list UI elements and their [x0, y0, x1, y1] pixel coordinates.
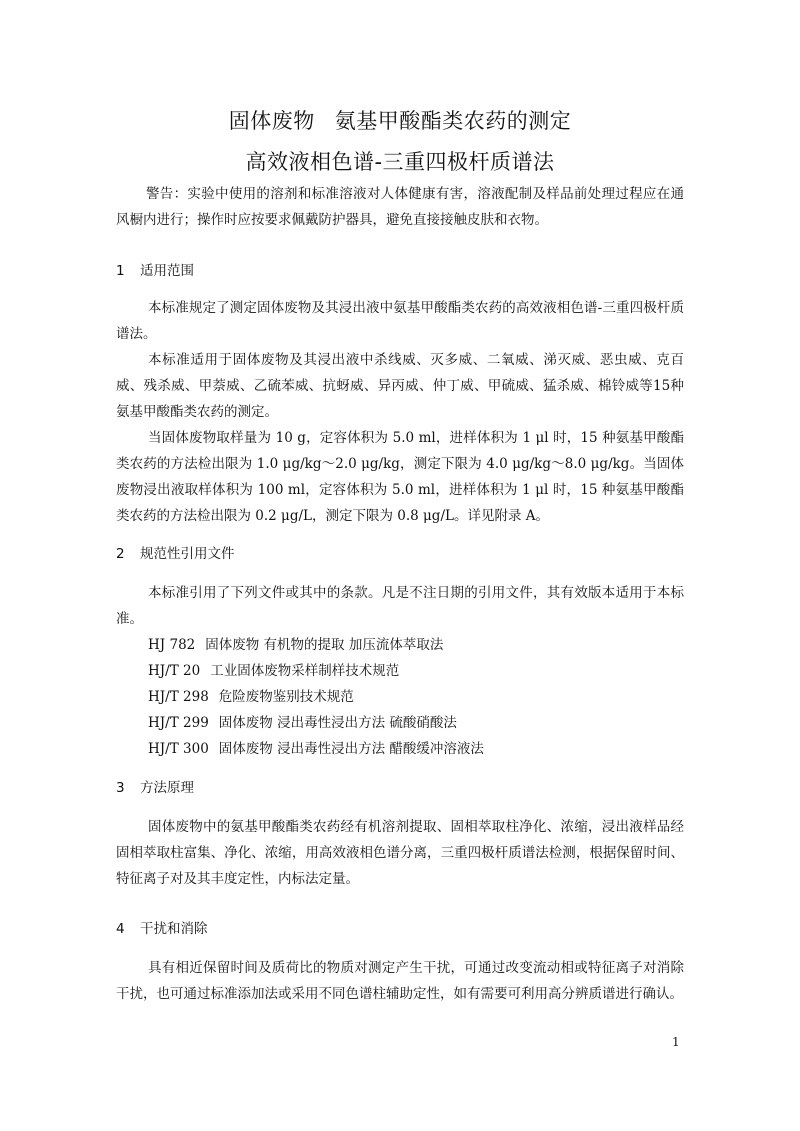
title-subject: 固体废物 [228, 109, 315, 133]
section-number: 4 [116, 921, 125, 937]
section-heading-4 [116, 917, 208, 937]
reference-title: 固体废物 浸出毒性浸出方法 醋酸缓冲溶液法 [218, 741, 484, 757]
warning-text: 警告：实验中使用的溶剂和标准溶液对人体健康有害，溶液配制及样品前处理过程应在通风橱内进行；操作时应按要求佩戴防护器具，避免直接接触皮肤和衣物。 [116, 186, 684, 228]
reference-item [148, 710, 484, 736]
reference-item [148, 658, 484, 684]
reference-title: 固体废物 浸出毒性浸出方法 硫酸硝酸法 [218, 715, 457, 731]
document-title-line-1 [0, 105, 800, 135]
section-title: 方法原理 [140, 780, 194, 796]
reference-code: HJ/T 20 [148, 663, 201, 679]
reference-title: 固体废物 有机物的提取 加压流体萃取法 [205, 637, 444, 653]
reference-code: HJ 782 [148, 637, 196, 653]
section-1-paragraph-1: 本标准规定了测定固体废物及其浸出液中氨基甲酸酯类农药的高效液相色谱-三重四极杆质谱法。 [116, 300, 684, 342]
section-number: 1 [116, 263, 125, 279]
section-heading-2 [116, 542, 235, 562]
reference-item [148, 632, 484, 658]
reference-title: 危险废物鉴别技术规范 [218, 689, 354, 705]
reference-code: HJ/T 299 [148, 715, 209, 731]
section-2-paragraph-1: 本标准引用了下列文件或其中的条款。凡是不注日期的引用文件，其有效版本适用于本标准。 [116, 585, 684, 627]
page-number: 1 [672, 1035, 680, 1049]
reference-item [148, 736, 484, 762]
section-title: 规范性引用文件 [140, 546, 235, 562]
document-title-line-2: 高效液相色谱-三重四极杆质谱法 [245, 150, 555, 174]
section-heading-1 [116, 259, 194, 279]
section-title: 适用范围 [140, 263, 194, 279]
reference-code: HJ/T 300 [148, 741, 209, 757]
section-1-paragraph-3: 当固体废物取样量为 10 g，定容体积为 5.0 ml，进样体积为 1 μl 时，15 种氨基甲酸酯类农药的方法检出限为 1.0 μg/kg～2.0 μg/kg，测定下限为 4.0 μg/kg～8.0 μg/kg。当固体废物浸出液取样体积为 100 ml，定容体积为 5.0 ml，进样体积为 1 μl 时，15 种氨基甲酸酯类农药的方法检出限为 0.2 μg/L，测定下限为 0.8 μg/L。详见附录 A。 [116, 430, 684, 524]
section-title: 干扰和消除 [140, 921, 208, 937]
section-4-paragraph-1: 具有相近保留时间及质荷比的物质对测定产生干扰，可通过改变流动相或特征离子对消除干扰，也可通过标准添加法或采用不同色谱柱辅助定性，如有需要可利用高分辨质谱进行确认。 [116, 960, 684, 1002]
reference-code: HJ/T 298 [148, 689, 209, 705]
section-number: 2 [116, 546, 125, 562]
title-topic: 氨基甲酸酯类农药的测定 [334, 109, 572, 133]
section-number: 3 [116, 780, 125, 796]
section-3-paragraph-1: 固体废物中的氨基甲酸酯类农药经有机溶剂提取、固相萃取柱净化、浓缩，浸出液样品经固相萃取柱富集、净化、浓缩，用高效液相色谱分离，三重四极杆质谱法检测，根据保留时间、特征离子对及其丰度定性，内标法定量。 [116, 819, 684, 887]
reference-item [148, 684, 484, 710]
reference-title: 工业固体废物采样制样技术规范 [210, 663, 400, 679]
normative-reference-list [148, 632, 484, 762]
section-heading-3 [116, 776, 194, 796]
section-1-paragraph-2: 本标准适用于固体废物及其浸出液中杀线威、灭多威、二氧威、涕灭威、恶虫威、克百威、残杀威、甲萘威、乙硫苯威、抗蚜威、异丙威、仲丁威、甲硫威、猛杀威、棉铃威等15种氨基甲酸酯类农药的测定。 [116, 352, 684, 420]
